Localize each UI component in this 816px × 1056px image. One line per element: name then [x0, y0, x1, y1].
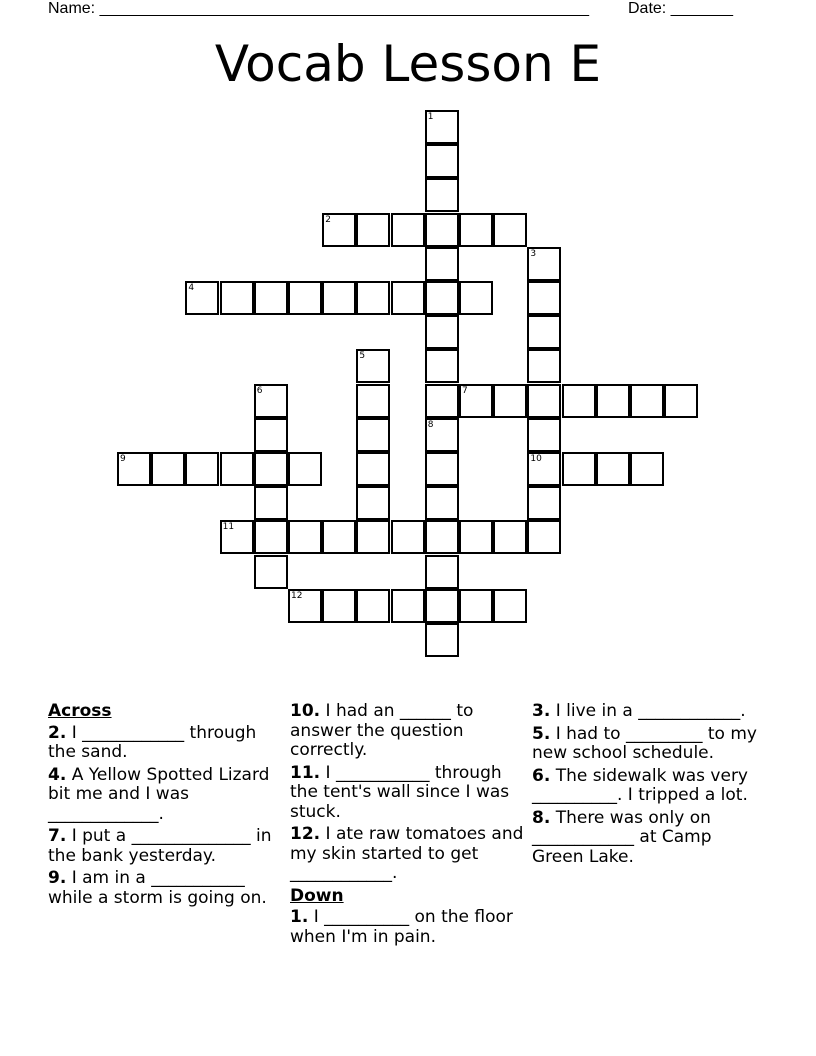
clue-text: There was only on ____________ at Camp Green Lake.: [532, 807, 712, 867]
grid-cell[interactable]: [425, 520, 459, 554]
grid-number: 11: [222, 522, 235, 533]
grid-number: 4: [188, 283, 195, 293]
grid-cell[interactable]: [220, 281, 254, 315]
grid-cell[interactable]: [391, 589, 425, 623]
clue-across-7: [48, 827, 280, 866]
grid-cell[interactable]: [459, 589, 493, 623]
clue-text: I ate raw tomatoes and my skin started to get ____________.: [290, 824, 524, 883]
grid-cell[interactable]: [425, 384, 459, 418]
grid-cell[interactable]: [220, 452, 254, 486]
grid-cell[interactable]: [254, 418, 288, 452]
clue-down-1: [290, 908, 526, 947]
clue-down-8: [532, 809, 768, 868]
date-field-label[interactable]: Date: _______: [628, 0, 733, 17]
grid-cell[interactable]: [356, 589, 390, 623]
grid-number: 6: [256, 385, 263, 396]
clue-number: 10.: [290, 701, 321, 721]
clue-text: The sidewalk was very __________. I tripped a lot.: [532, 765, 748, 805]
grid-cell[interactable]: [425, 247, 459, 281]
grid-cell[interactable]: [254, 520, 288, 554]
grid-number: 3: [530, 248, 537, 259]
clue-down-6: [532, 767, 768, 806]
grid-cell[interactable]: [630, 384, 664, 418]
grid-cell[interactable]: [356, 213, 390, 247]
grid-cell[interactable]: [493, 589, 527, 623]
clue-number: 11.: [290, 762, 321, 783]
grid-cell[interactable]: [356, 281, 390, 315]
name-field-label[interactable]: Name: _______________________________________________________: [48, 0, 589, 17]
grid-cell[interactable]: [527, 384, 561, 418]
clue-across-10: [290, 702, 526, 761]
grid-cell[interactable]: [425, 623, 459, 657]
clue-across-2: [48, 724, 280, 763]
grid-cell[interactable]: [356, 418, 390, 452]
grid-cell[interactable]: [459, 281, 493, 315]
grid-cell[interactable]: [151, 452, 185, 486]
grid-cell[interactable]: [493, 384, 527, 418]
grid-cell[interactable]: [493, 520, 527, 554]
clue-text: I ____________ through the sand.: [48, 722, 257, 762]
clue-across-12: [290, 825, 526, 884]
across-heading: Across: [48, 701, 112, 721]
grid-cell[interactable]: [288, 452, 322, 486]
grid-cell[interactable]: [425, 315, 459, 349]
grid-cell[interactable]: [322, 281, 356, 315]
grid-number: 10: [530, 454, 542, 464]
clue-across-4: [48, 766, 280, 825]
grid-cell[interactable]: [493, 213, 527, 247]
clue-number: 8.: [532, 807, 551, 828]
grid-cell[interactable]: [562, 452, 596, 486]
clue-number: 1.: [290, 907, 309, 927]
grid-cell[interactable]: [254, 452, 288, 486]
grid-number: 5: [359, 351, 366, 362]
grid-number: 8: [427, 419, 434, 430]
grid-cell[interactable]: [356, 384, 390, 418]
grid-cell[interactable]: [254, 486, 288, 520]
clue-number: 2.: [48, 722, 67, 743]
grid-cell[interactable]: [425, 486, 459, 520]
grid-cell[interactable]: [254, 281, 288, 315]
grid-cell[interactable]: [391, 213, 425, 247]
grid-cell[interactable]: [425, 144, 459, 178]
grid-number: 1: [427, 112, 434, 122]
clues-column-3: [532, 702, 768, 870]
grid-cell[interactable]: [527, 281, 561, 315]
grid-cell[interactable]: [527, 520, 561, 554]
down-heading: Down: [290, 885, 344, 906]
grid-cell[interactable]: [459, 213, 493, 247]
grid-number: 7: [462, 385, 468, 396]
grid-cell[interactable]: [527, 418, 561, 452]
grid-cell[interactable]: [527, 349, 561, 383]
grid-cell[interactable]: [596, 452, 630, 486]
clue-text: I had an ______ to answer the question correctly.: [290, 701, 474, 760]
grid-cell[interactable]: [288, 281, 322, 315]
grid-cell[interactable]: [322, 589, 356, 623]
grid-cell[interactable]: [527, 315, 561, 349]
clue-number: 6.: [532, 765, 551, 786]
grid-cell[interactable]: [356, 486, 390, 520]
grid-cell[interactable]: [425, 281, 459, 315]
grid-cell[interactable]: [391, 520, 425, 554]
grid-cell[interactable]: [664, 384, 698, 418]
clue-number: 3.: [532, 701, 551, 721]
clue-down-3: [532, 702, 768, 722]
page-title: Vocab Lesson E: [214, 35, 602, 93]
clue-text: I live in a ____________.: [550, 701, 746, 721]
clue-number: 5.: [532, 723, 551, 744]
grid-cell[interactable]: [425, 555, 459, 589]
clue-number: 9.: [48, 868, 67, 888]
grid-cell[interactable]: [425, 589, 459, 623]
grid-number: 9: [120, 454, 126, 464]
grid-cell[interactable]: [356, 452, 390, 486]
grid-cell[interactable]: [254, 555, 288, 589]
clue-number: 4.: [48, 764, 67, 785]
clue-text: I __________ on the floor when I'm in pain.: [290, 907, 513, 947]
grid-cell[interactable]: [562, 384, 596, 418]
clue-across-11: [290, 764, 526, 823]
grid-cell[interactable]: [459, 520, 493, 554]
grid-cell[interactable]: [185, 452, 219, 486]
grid-cell[interactable]: [527, 486, 561, 520]
grid-cell[interactable]: [288, 520, 322, 554]
clue-number: 12.: [290, 824, 321, 844]
grid-cell[interactable]: [391, 281, 425, 315]
clue-across-9: [48, 869, 280, 908]
clue-text: A Yellow Spotted Lizard bit me and I was _____________.: [48, 764, 270, 824]
grid-cell[interactable]: [596, 384, 630, 418]
grid-cell[interactable]: [425, 178, 459, 212]
grid-number: 2: [325, 214, 331, 225]
clue-number: 7.: [48, 826, 67, 846]
grid-cell[interactable]: [425, 213, 459, 247]
clues-column-2: [290, 702, 526, 950]
grid-cell[interactable]: [356, 520, 390, 554]
clue-text: I put a ______________ in the bank yesterday.: [48, 826, 272, 866]
grid-cell[interactable]: [425, 452, 459, 486]
clue-text: I am in a ___________ while a storm is going on.: [48, 868, 267, 908]
clue-down-5: [532, 725, 768, 764]
grid-number: 12: [291, 590, 303, 601]
clue-text: I had to _________ to my new school schedule.: [532, 723, 757, 763]
grid-cell[interactable]: [630, 452, 664, 486]
grid-cell[interactable]: [322, 520, 356, 554]
grid-cell[interactable]: [425, 349, 459, 383]
clues-section: [48, 702, 778, 1002]
clues-column-1: [48, 702, 280, 911]
clue-text: I ___________ through the tent's wall since I was stuck.: [290, 762, 510, 822]
